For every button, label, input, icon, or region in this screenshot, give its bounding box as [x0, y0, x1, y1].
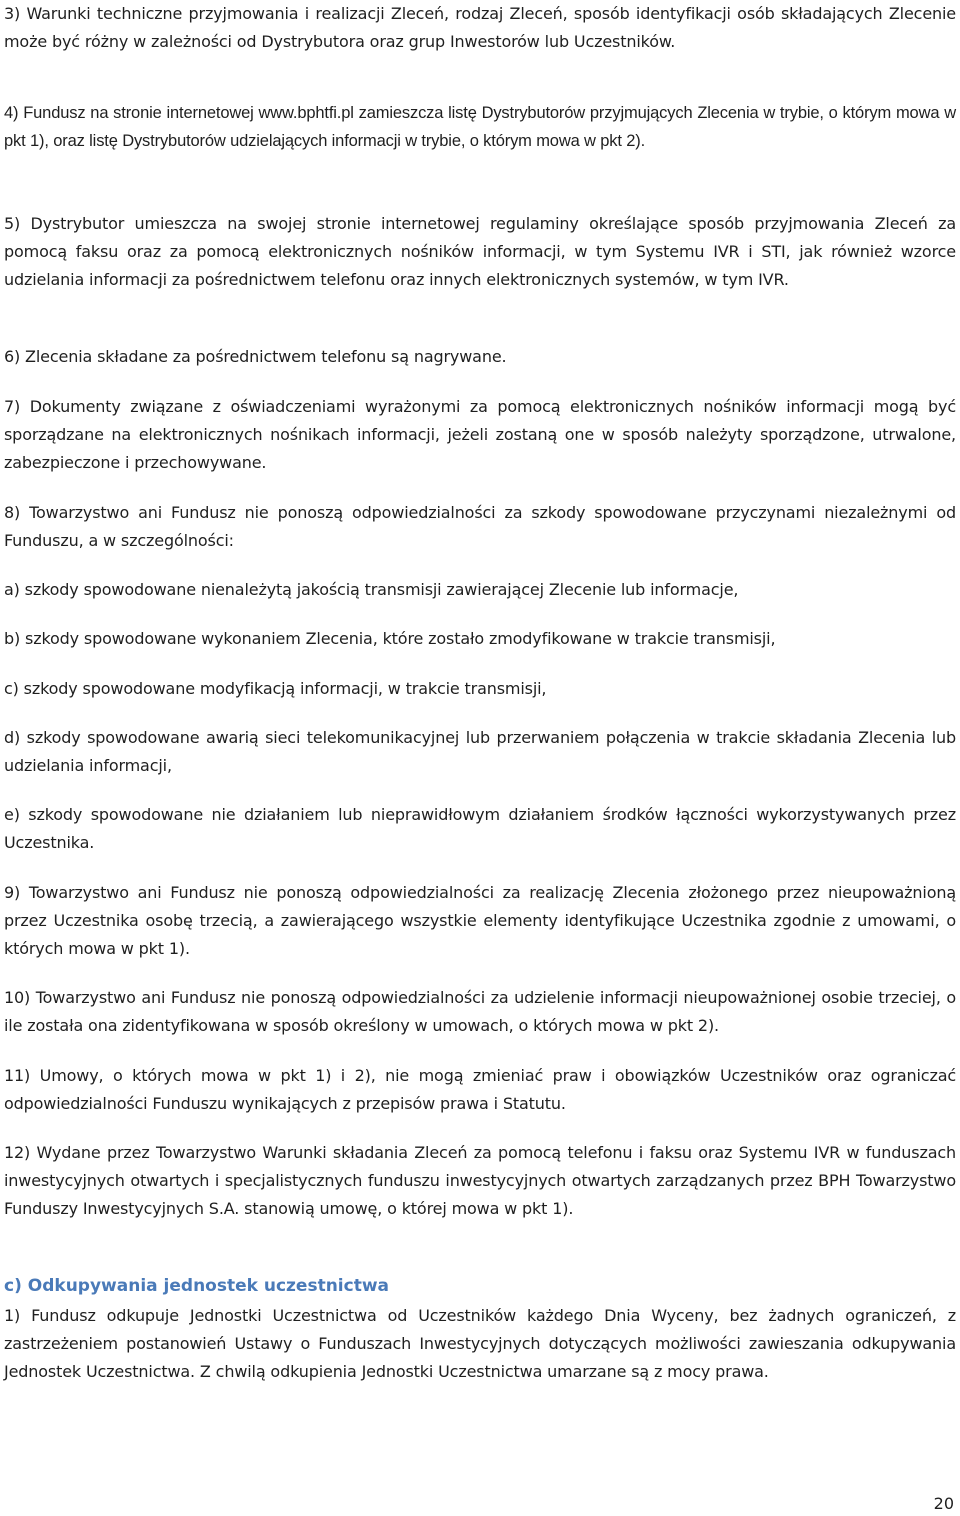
paragraph-4: 4) Fundusz na stronie internetowej www.bphtfi.pl zamieszcza listę Dystrybutorów przyjmujących Zlecenia w trybie, o którym mowa w pkt 1), oraz listę Dystrybutorów udzielających informacji w trybie, o którym mowa w pkt 2). — [4, 104, 956, 150]
section-paragraph-1: 1) Fundusz odkupuje Jednostki Uczestnictwa od Uczestników każdego Dnia Wyceny, bez żadnych ograniczeń, z zastrzeżeniem postanowień Ustawy o Funduszach Inwestycyjnych dotyczących możliwości zawieszania odkupywania Jednostek Uczestnictwa. Z chwilą odkupienia Jednostki Uczestnictwa umarzane są z mocy prawa. — [4, 1306, 956, 1381]
paragraph-9: 9) Towarzystwo ani Fundusz nie ponoszą odpowiedzialności za realizację Zlecenia złożonego przez nieupoważnioną przez Uczestnika osobę trzecią, a zawierającego wszystkie elementy identyfikujące Uczestnika zgodnie z umowami, o których mowa w pkt 1). — [4, 883, 956, 958]
list-item-c: c) szkody spowodowane modyfikacją informacji, w trakcie transmisji, — [4, 679, 547, 698]
list-item-a: a) szkody spowodowane nienależytą jakością transmisji zawierającej Zlecenie lub informacje, — [4, 580, 739, 599]
paragraph-7: 7) Dokumenty związane z oświadczeniami wyrażonymi za pomocą elektronicznych nośników informacji mogą być sporządzane na elektronicznych nośnikach informacji, jeżeli zostaną one w sposób należyty sporządzone, utrwalone, zabezpieczone i przechowywane. — [4, 397, 956, 472]
page-number: 20 — [933, 1494, 954, 1513]
paragraph-3: 3) Warunki techniczne przyjmowania i realizacji Zleceń, rodzaj Zleceń, sposób identyfikacji osób składających Zlecenie może być różny w zależności od Dystrybutora oraz grup Inwestorów lub Uczestników. — [4, 4, 956, 51]
list-item-d: d) szkody spowodowane awarią sieci telekomunikacyjnej lub przerwaniem połączenia w trakcie składania Zlecenia lub udzielania informacji, — [4, 728, 956, 775]
section-heading: c) Odkupywania jednostek uczestnictwa — [4, 1276, 390, 1296]
paragraph-11: 11) Umowy, o których mowa w pkt 1) i 2), nie mogą zmieniać praw i obowiązków Uczestników oraz ograniczać odpowiedzialności Funduszu wynikających z przepisów prawa i Statutu. — [4, 1066, 956, 1113]
paragraph-10: 10) Towarzystwo ani Fundusz nie ponoszą odpowiedzialności za udzielenie informacji nieupoważnionej osobie trzeciej, o ile została ona zidentyfikowana w sposób określony w umowach, o których mowa w pkt 2). — [4, 988, 956, 1035]
paragraph-12: 12) Wydane przez Towarzystwo Warunki składania Zleceń za pomocą telefonu i faksu oraz Systemu IVR w funduszach inwestycyjnych otwartych i specjalistycznych funduszu inwestycyjnych otwartych zarządzanych przez BPH Towarzystwo Funduszy Inwestycyjnych S.A. stanowią umowę, o której mowa w pkt 1). — [4, 1143, 956, 1218]
paragraph-6: 6) Zlecenia składane za pośrednictwem telefonu są nagrywane. — [4, 347, 507, 366]
paragraph-8: 8) Towarzystwo ani Fundusz nie ponoszą odpowiedzialności za szkody spowodowane przyczynami niezależnymi od Funduszu, a w szczególności: — [4, 503, 956, 550]
paragraph-5: 5) Dystrybutor umieszcza na swojej stronie internetowej regulaminy określające sposób przyjmowania Zleceń za pomocą faksu oraz za pomocą elektronicznych nośników informacji, w tym Systemu IVR i STI, jak również wzorce udzielania informacji za pośrednictwem telefonu oraz innych elektronicznych systemów, w tym IVR. — [4, 214, 956, 289]
list-item-b: b) szkody spowodowane wykonaniem Zlecenia, które zostało zmodyfikowane w trakcie transmisji, — [4, 629, 776, 648]
list-item-e: e) szkody spowodowane nie działaniem lub nieprawidłowym działaniem środków łączności wykorzystywanych przez Uczestnika. — [4, 805, 956, 852]
